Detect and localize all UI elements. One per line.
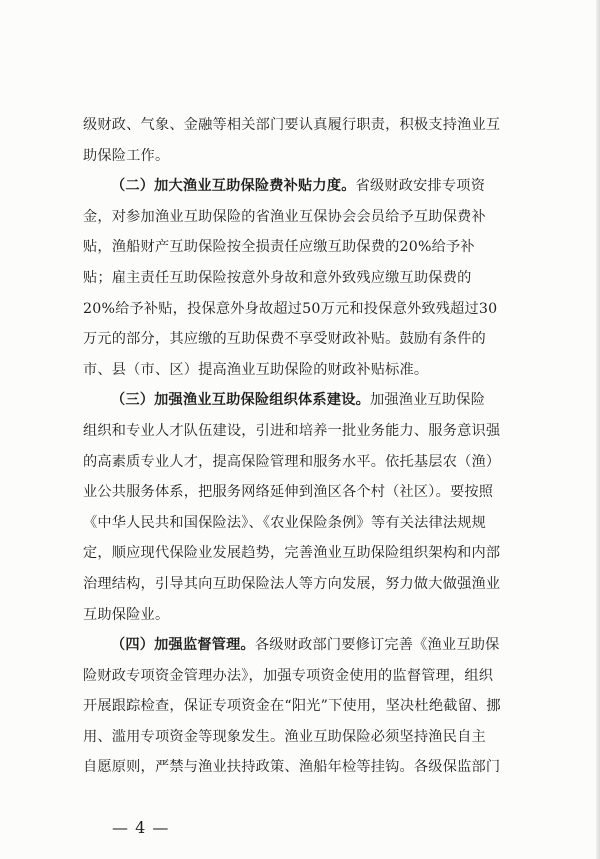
text-line: 市、县（市、区）提高渔业互助保险的财政补贴标准。 [83, 361, 429, 378]
section-heading-line [83, 630, 521, 661]
text-line: 自愿原则，严禁与渔业扶持政策、渔船年检等挂钩。各级保监部门 [83, 759, 501, 776]
text-line: 险财政专项资金管理办法》，加强专项资金使用的监督管理，组织 [83, 667, 494, 684]
section-heading-line [83, 171, 521, 202]
text-line: 定，顺应现代保险业发展趋势，完善渔业互助保险组织架构和内部 [83, 545, 501, 562]
text-line: 金，对参加渔业互助保险的省渔业互保协会会员给予互助保费补 [83, 208, 486, 225]
section-heading: （四）加强监督管理。 [111, 637, 255, 654]
text-run: 省级财政安排专项资 [355, 178, 486, 195]
text-line: 的高素质专业人才，提高保险管理和服务水平。依托基层农（渔） [83, 453, 501, 470]
page-edge [596, 0, 600, 859]
text-line: 组织和专业人才队伍建设，引进和培养一批业务能力、服务意识强 [83, 422, 501, 439]
text-line: 级财政、气象、金融等相关部门要认真履行职责，积极支持渔业互 [83, 117, 501, 133]
text-run: 加强渔业互助保险 [369, 392, 486, 409]
section-heading: （二）加大渔业互助保险费补贴力度。 [111, 178, 356, 195]
text-run: 各级财政部门要修订完善《渔业互助保 [254, 637, 500, 654]
text-line: 治理结构，引导其向互助保险法人等方向发展，努力做大做强渔业 [83, 575, 501, 592]
page-number: — 4 — [112, 818, 170, 837]
section-heading: （三）加强渔业互助保险组织体系建设。 [111, 392, 370, 409]
text-line: 万元的部分，其应缴的互助保费不享受财政补贴。鼓励有条件的 [83, 331, 486, 348]
text-line: 互助保险业。 [83, 606, 170, 623]
section-heading-line [83, 385, 521, 416]
text-line: 用、滥用专项资金等现象发生。渔业互助保险必须坚持渔民自主 [83, 728, 486, 745]
text-line: 贴；雇主责任互助保险按意外身故和意外致残应缴互助保费的 [83, 269, 472, 286]
text-line: 业公共服务体系，把服务网络延伸到渔区各个村（社区）。要按照 [83, 484, 494, 501]
text-line: 《中华人民共和国保险法》、《农业保险条例》等有关法律法规规 [83, 514, 487, 531]
text-line: 20%给予补贴，投保意外身故超过50万元和投保意外致残超过30 [83, 300, 498, 317]
text-line: 助保险工作。 [83, 147, 170, 164]
text-line: 贴，渔船财产互助保险按全损责任应缴互助保费的20%给予补 [83, 239, 475, 256]
body-text [83, 110, 521, 783]
text-line: 开展跟踪检查，保证专项资金在“阳光”下使用，坚决杜绝截留、挪 [83, 698, 501, 715]
